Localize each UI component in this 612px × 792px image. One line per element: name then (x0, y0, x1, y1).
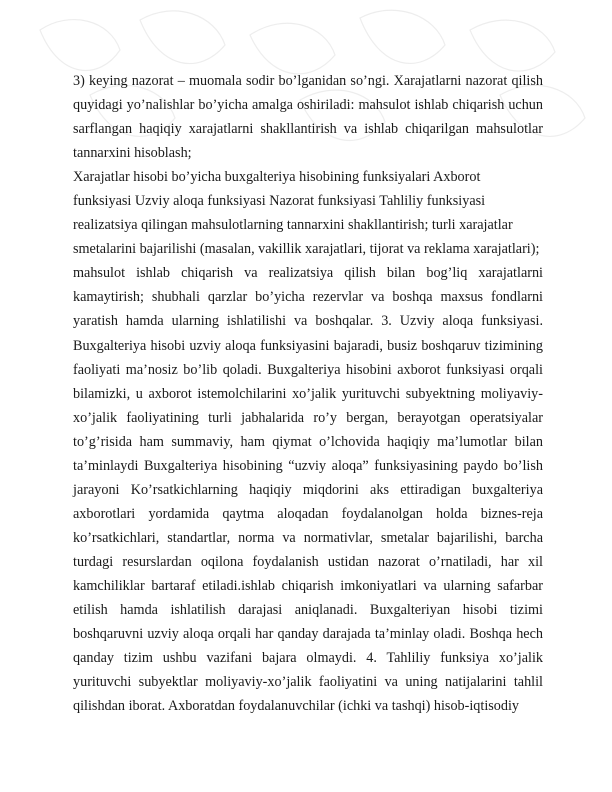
paragraph-funksiyalar-title: Xarajatlar hisobi bo’yicha buxgalteriya hisobining funksiyalari Axborot (73, 169, 481, 186)
paragraph-realizatsiya: realizatsiya qilingan mahsulotlarning tannarxini shakllantirish; turli xarajatlar (73, 217, 513, 234)
paragraph-funksiyalar-list: funksiyasi Uzviy aloqa funksiyasi Nazorat funksiyasi Tahliliy funksiyasi (73, 193, 486, 210)
paragraph-nazorat-intro: 3) keying nazorat – muomala sodir bo’lganidan so’ngi. Xarajatlarni nazorat qilish quyidagi yo’nalishlar bo’yicha amalga oshiriladi: mahsulot ishlab chiqarish uchun sarflangan haqiqiy xarajatlarni shakllantirish va ishlab chiqarilgan mahsulotlar tannarxini hisoblash; (73, 73, 543, 162)
document-body (73, 69, 543, 718)
paragraph-main-body: mahsulot ishlab chiqarish va realizatsiya qilish bilan bog’liq xarajatlarni kamaytirish; shubhali qarzlar bo’yicha rezervlar va boshqa maxsus fondlarni yaratish hamda ularning ishlatilishi va boshqalar. 3. Uzviy aloqa funksiyasi. Buxgalteriya hisobi uzviy aloqa funksiyasini bajaradi, busiz boshqaruv tizimining faoliyati ma’nosiz bo’lib qoladi. Buxgalteriya hisobini axborot funksiyasi orqali bilamizki, u axborot istemolchilarini xo’jalik yurituvchi subyektning moliyaviy-xo’jalik faoliyatining turli jabhalarida ro’y bergan, berayotgan operatsiyalar to’g’risida ham summaviy, ham qiymat o’lchovida haqiqiy ma’lumotlar bilan ta’minlaydi Buxgalteriya hisobining “uzviy aloqa” funksiyasining paydo bo’lish jarayoni Ko’rsatkichlarning haqiqiy miqdorini aks ettiradigan buxgalteriya axborotlari yordamida qaytma aloqadan foydalanolgan holda biznes-reja ko’rsatkichlari, standartlar, norma va normativlar, smetalar bajarilishi, barcha turdagi resurslardan oqilona foydalanish ustidan nazorat o’rnatiladi, har xil kamchiliklar bartaraf etiladi.ishlab chiqarish imkoniyatlari va ularning safarbar etilish hamda ishlatilish darajasi aniqlanadi. Buxgalteriyan hisobi tizimi boshqaruvni uzviy aloqa orqali har qanday darajada ta’minlay oladi. Boshqa hech qanday tizim ushbu vazifani bajara olmaydi. 4. Tahliliy funksiya xo’jalik yurituvchi subyektlar moliyaviy-xo’jalik faoliyatini va uning natijalarini tahlil qilishdan iborat. Axboratdan foydalanuvchilar (ichki va tashqi) hisob-iqtisodiy (73, 265, 543, 715)
paragraph-smetalar: smetalarini bajarilishi (masalan, vakillik xarajatlari, tijorat va reklama xarajatlari); (73, 241, 540, 258)
